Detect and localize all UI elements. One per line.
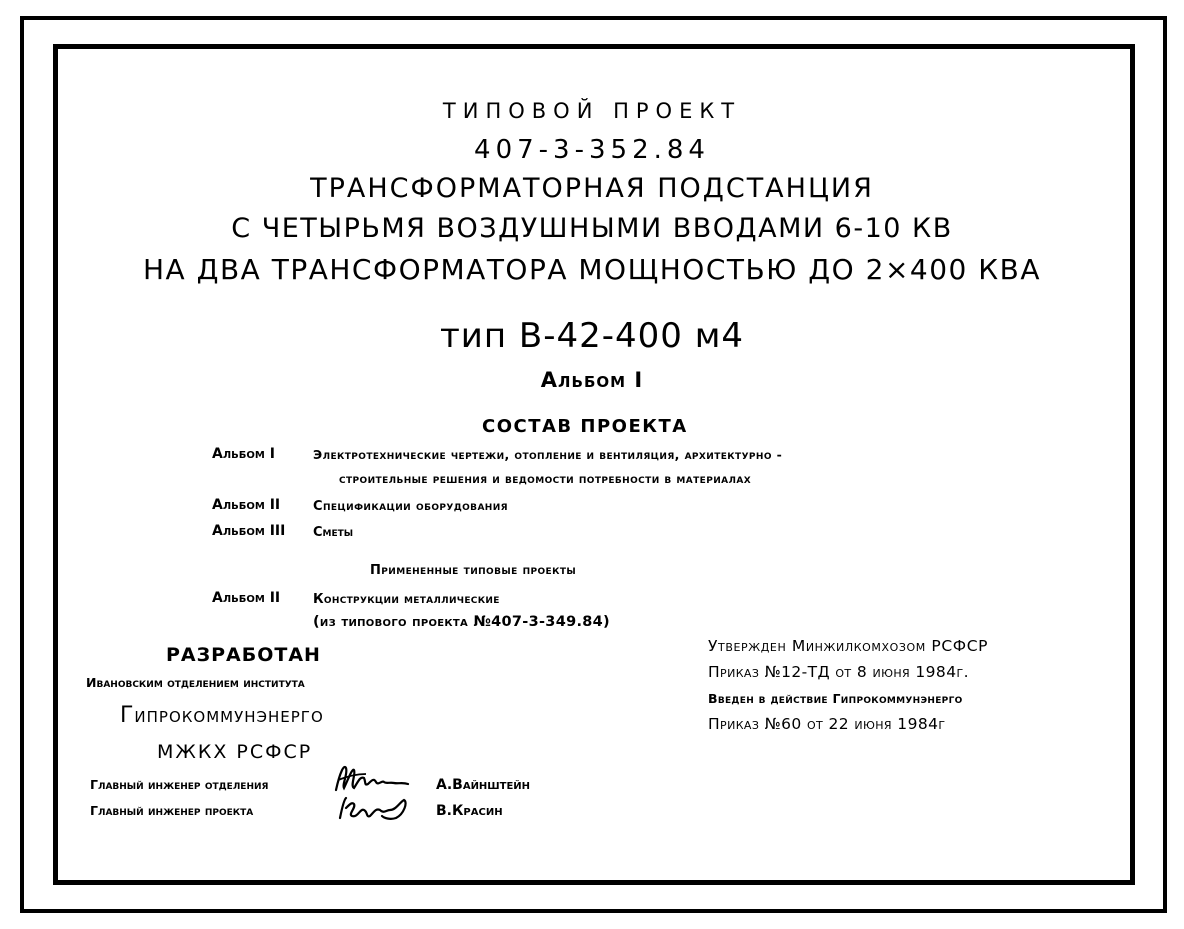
chief-dept-engineer-name: А.Вайнштейн	[436, 777, 531, 793]
approval-line-3: Введен в действие Гипрокоммунэнерго	[708, 691, 963, 706]
album-number: Альбом I	[540, 368, 644, 392]
applied-line-1: Конструкции металлические	[313, 592, 500, 607]
chief-project-engineer-role: Главный инженер проекта	[90, 803, 254, 818]
approval-line-1: Утвержден Минжилкомхозом РСФСР	[708, 637, 989, 655]
album-2-line-1: Спецификации оборудования	[313, 499, 509, 514]
album-1-label: Альбом I	[212, 446, 275, 462]
developer-institute-line: Ивановским отделением института	[86, 675, 305, 690]
substation-type: тип В-42-400 м4	[439, 316, 745, 356]
signature-vainshtein	[332, 762, 412, 796]
title-substation: ТРАНСФОРМАТОРНАЯ ПОДСТАНЦИЯ	[310, 173, 874, 204]
developer-ministry: МЖКХ РСФСР	[157, 741, 313, 763]
applied-line-2: (из типового проекта №407-3-349.84)	[313, 614, 610, 630]
applied-projects-heading: Примененные типовые проекты	[370, 563, 577, 578]
album-1-line-2: строительные решения и ведомости потребности в материалах	[339, 471, 752, 486]
title-typical-project: ТИПОВОЙ ПРОЕКТ	[442, 99, 742, 123]
approval-order-2: Приказ №60 от 22 июня 1984г	[708, 715, 946, 733]
developer-organization: Гипрокоммунэнерго	[120, 703, 324, 728]
album-2-label: Альбом II	[212, 497, 281, 513]
approval-order-1: Приказ №12-ТД от 8 июня 1984г.	[708, 663, 969, 681]
signature-krasin	[334, 792, 414, 824]
chief-project-engineer-name: В.Красин	[436, 803, 503, 819]
album-3-label: Альбом III	[212, 523, 286, 539]
composition-heading: СОСТАВ ПРОЕКТА	[482, 416, 688, 437]
project-number: 407-3-352.84	[474, 135, 710, 165]
applied-album-label: Альбом II	[212, 590, 281, 606]
developer-heading: РАЗРАБОТАН	[166, 644, 321, 666]
title-transformers: НА ДВА ТРАНСФОРМАТОРА МОЩНОСТЬЮ ДО 2×400 КВА	[142, 253, 1041, 286]
title-air-inputs: С ЧЕТЫРЬМЯ ВОЗДУШНЫМИ ВВОДАМИ 6-10 КВ	[231, 213, 953, 244]
album-1-line-1: Электротехнические чертежи, отопление и вентиляция, архитектурно -	[313, 447, 783, 462]
chief-dept-engineer-role: Главный инженер отделения	[90, 777, 269, 792]
album-3-line-1: Сметы	[313, 525, 354, 540]
